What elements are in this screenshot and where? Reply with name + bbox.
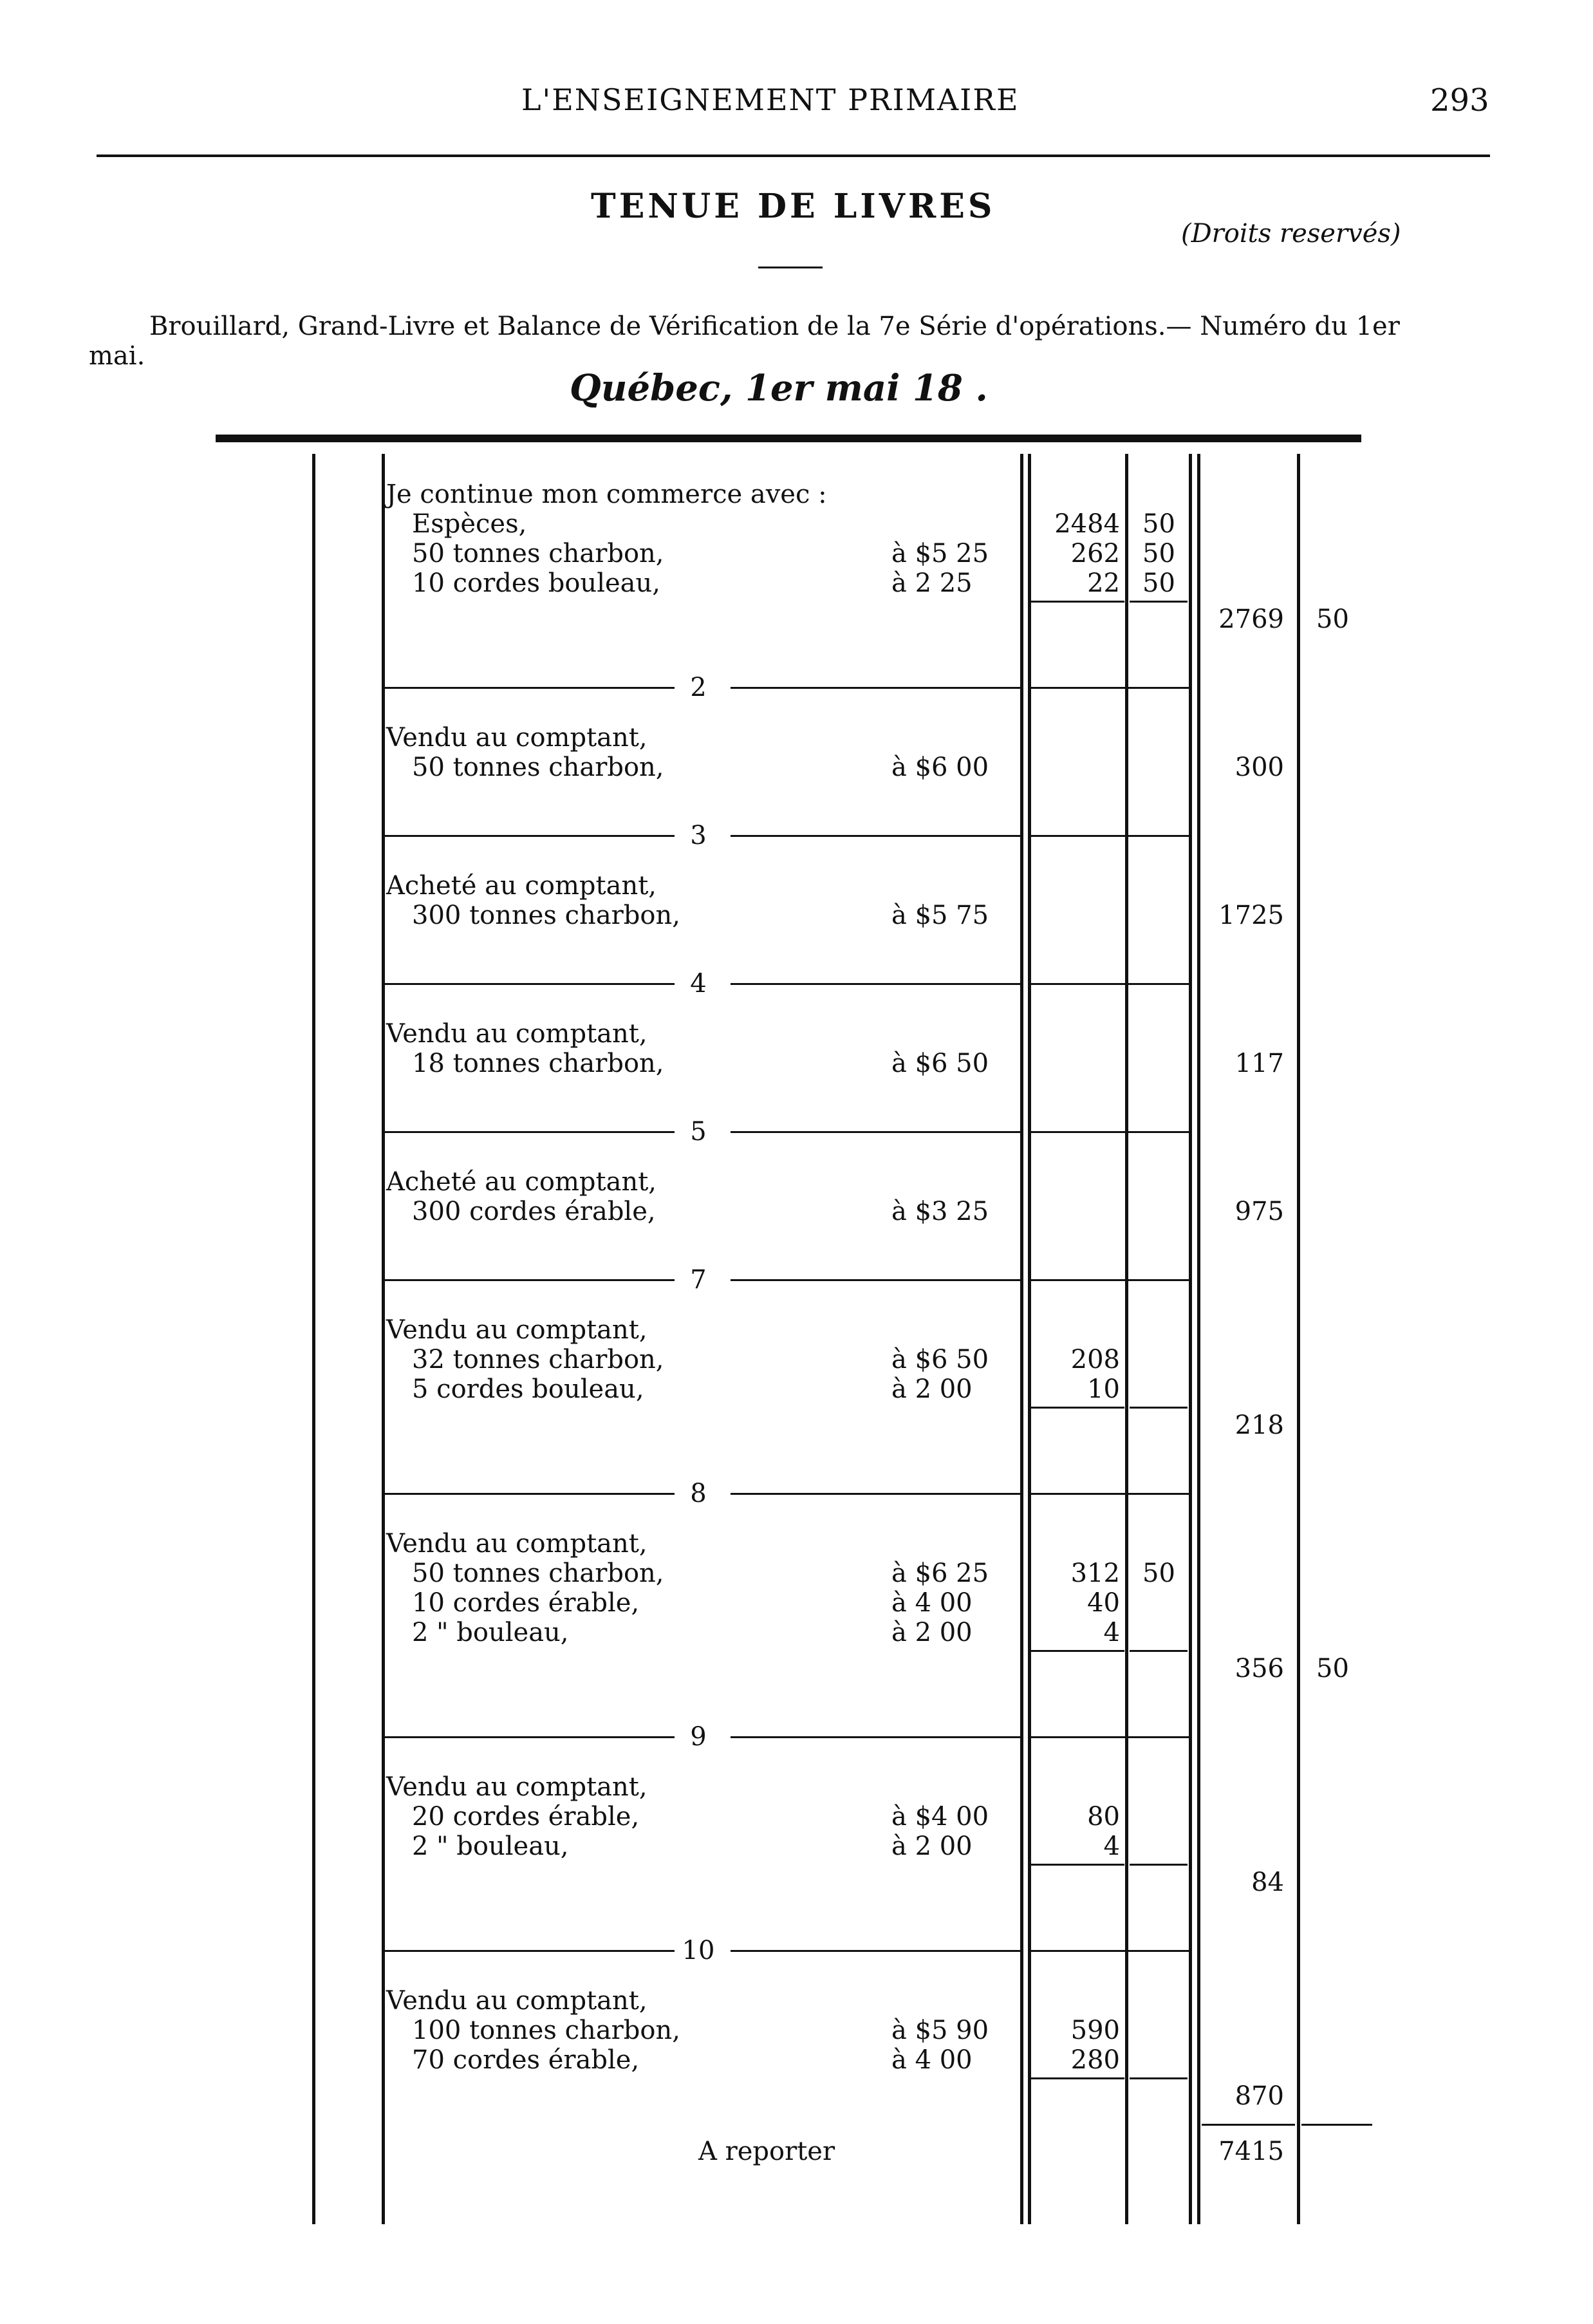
entry-heading: Vendu au comptant, (386, 1986, 647, 2016)
date-separator-right (731, 835, 1023, 837)
line-description: 70 cordes érable, (412, 2045, 640, 2075)
line-description: 300 cordes érable, (412, 1197, 656, 1226)
carry-forward-total: 7415 (1218, 2137, 1284, 2166)
line-amount: 262 (1070, 539, 1120, 568)
date-separator-amount (1031, 983, 1189, 985)
line-rate: à $6 50 (891, 1049, 989, 1078)
entry-total-cents: 50 (1316, 604, 1349, 634)
entry-date: 8 (690, 1479, 707, 1508)
entry-total: 218 (1234, 1410, 1284, 1440)
line-rate: à 2 00 (891, 1832, 973, 1861)
date-separator-right (731, 1736, 1023, 1738)
line-rate: à $4 00 (891, 1802, 989, 1832)
amount-col-left-2 (1028, 454, 1031, 2224)
subtotal-rule (1031, 1864, 1124, 1866)
title-rule (758, 267, 823, 268)
date-separator-amount (1031, 1493, 1189, 1495)
amount-col-left-1 (1020, 454, 1023, 2224)
line-amount: 4 (1103, 1618, 1120, 1647)
subtotal-rule-cents (1130, 1650, 1188, 1652)
date-separator-left (382, 1279, 675, 1281)
entry-date: 5 (690, 1117, 707, 1147)
header-rule (97, 155, 1490, 157)
line-description: 10 cordes érable, (412, 1588, 640, 1618)
running-title: L'ENSEIGNEMENT PRIMAIRE (521, 82, 1020, 117)
entry-total: 117 (1234, 1049, 1284, 1078)
line-cents: 50 (1142, 568, 1175, 598)
entry-heading: Acheté au comptant, (386, 871, 657, 901)
date-separator-left (382, 835, 675, 837)
line-rate: à $5 90 (891, 2016, 989, 2045)
dateline: Québec, 1er mai 18 . (570, 367, 988, 409)
line-rate: à 4 00 (891, 1588, 973, 1618)
date-separator-amount (1031, 835, 1189, 837)
date-separator-right (731, 983, 1023, 985)
line-description: 50 tonnes charbon, (412, 753, 664, 782)
total-cents-left (1297, 454, 1300, 2224)
line-amount: 208 (1070, 1345, 1120, 1374)
date-separator-amount (1031, 1950, 1189, 1952)
date-separator-amount (1031, 687, 1189, 689)
line-rate: à 4 00 (891, 2045, 973, 2075)
date-separator-left (382, 1736, 675, 1738)
entry-total: 1725 (1218, 901, 1284, 930)
intro-line-1: Brouillard, Grand-Livre et Balance de Vérification de la 7e Série d'opérations.— Numéro du 1er (149, 312, 1400, 341)
line-amount: 2484 (1054, 509, 1120, 539)
line-rate: à 2 00 (891, 1374, 973, 1404)
entry-heading: Vendu au comptant, (386, 1315, 647, 1345)
line-amount: 80 (1087, 1802, 1120, 1832)
intro-line-2: mai. (89, 341, 145, 371)
line-description: 100 tonnes charbon, (412, 2016, 680, 2045)
line-description: 2 " bouleau, (412, 1618, 569, 1647)
line-description: 10 cordes bouleau, (412, 568, 660, 598)
date-separator-amount (1031, 1736, 1189, 1738)
entry-heading: Acheté au comptant, (386, 1167, 657, 1197)
entry-heading: Vendu au comptant, (386, 723, 647, 753)
entry-date: 2 (690, 673, 707, 702)
entry-total: 975 (1234, 1197, 1284, 1226)
entry-heading: Je continue mon commerce avec : (386, 480, 827, 509)
line-description: Espèces, (412, 509, 527, 539)
date-separator-left (382, 983, 675, 985)
line-amount: 280 (1070, 2045, 1120, 2075)
entry-total-cents: 50 (1316, 1654, 1349, 1683)
entry-date: 9 (690, 1722, 707, 1752)
line-cents: 50 (1142, 509, 1175, 539)
line-amount: 10 (1087, 1374, 1120, 1404)
subtotal-rule-cents (1130, 1407, 1188, 1409)
entry-total: 356 (1234, 1654, 1284, 1683)
rights-notice: (Droits reservés) (1181, 219, 1401, 248)
carry-rule-cents (1301, 2124, 1372, 2126)
date-separator-right (731, 687, 1023, 689)
date-separator-right (731, 1493, 1023, 1495)
entry-date: 3 (690, 821, 707, 850)
line-rate: à $3 25 (891, 1197, 989, 1226)
subtotal-rule-cents (1130, 2077, 1188, 2079)
line-rate: à $6 50 (891, 1345, 989, 1374)
date-separator-amount (1031, 1131, 1189, 1133)
line-amount: 4 (1103, 1832, 1120, 1861)
line-rate: à $6 25 (891, 1559, 989, 1588)
carry-rule (1202, 2124, 1295, 2126)
date-separator-right (731, 1131, 1023, 1133)
line-description: 5 cordes bouleau, (412, 1374, 644, 1404)
carry-forward-label: A reporter (698, 2137, 835, 2166)
subtotal-rule (1031, 2077, 1124, 2079)
line-amount: 590 (1070, 2016, 1120, 2045)
date-separator-left (382, 687, 675, 689)
entry-total: 84 (1251, 1868, 1284, 1897)
subtotal-rule-cents (1130, 1864, 1188, 1866)
line-amount: 312 (1070, 1559, 1120, 1588)
total-col-left-1 (1189, 454, 1192, 2224)
line-description: 50 tonnes charbon, (412, 1559, 664, 1588)
line-description: 2 " bouleau, (412, 1832, 569, 1861)
section-title: TENUE DE LIVRES (591, 187, 996, 226)
subtotal-rule (1031, 1650, 1124, 1652)
line-cents: 50 (1142, 539, 1175, 568)
margin-rule-2 (382, 454, 385, 2224)
date-separator-right (731, 1950, 1023, 1952)
line-description: 18 tonnes charbon, (412, 1049, 664, 1078)
line-description: 20 cordes érable, (412, 1802, 640, 1832)
line-cents: 50 (1142, 1559, 1175, 1588)
entry-heading: Vendu au comptant, (386, 1772, 647, 1802)
line-amount: 22 (1087, 568, 1120, 598)
date-separator-left (382, 1493, 675, 1495)
line-description: 50 tonnes charbon, (412, 539, 664, 568)
entry-date: 4 (690, 969, 707, 998)
ledger-top-border (216, 435, 1361, 442)
line-rate: à $5 25 (891, 539, 989, 568)
line-rate: à 2 00 (891, 1618, 973, 1647)
line-description: 32 tonnes charbon, (412, 1345, 664, 1374)
entry-total: 2769 (1218, 604, 1284, 634)
entry-date: 7 (690, 1265, 707, 1295)
date-separator-left (382, 1950, 675, 1952)
entry-heading: Vendu au comptant, (386, 1019, 647, 1049)
date-separator-amount (1031, 1279, 1189, 1281)
line-description: 300 tonnes charbon, (412, 901, 680, 930)
date-separator-left (382, 1131, 675, 1133)
entry-total: 870 (1234, 2081, 1284, 2111)
margin-rule-1 (312, 454, 315, 2224)
subtotal-rule (1031, 601, 1124, 603)
entry-heading: Vendu au comptant, (386, 1529, 647, 1559)
entry-date: 10 (682, 1936, 715, 1965)
line-rate: à $5 75 (891, 901, 989, 930)
total-col-left-2 (1197, 454, 1200, 2224)
subtotal-rule (1031, 1407, 1124, 1409)
entry-total: 300 (1234, 753, 1284, 782)
line-amount: 40 (1087, 1588, 1120, 1618)
line-rate: à 2 25 (891, 568, 973, 598)
page-number: 293 (1430, 82, 1489, 118)
line-rate: à $6 00 (891, 753, 989, 782)
date-separator-right (731, 1279, 1023, 1281)
cents-col-left (1125, 454, 1128, 2224)
subtotal-rule-cents (1130, 601, 1188, 603)
